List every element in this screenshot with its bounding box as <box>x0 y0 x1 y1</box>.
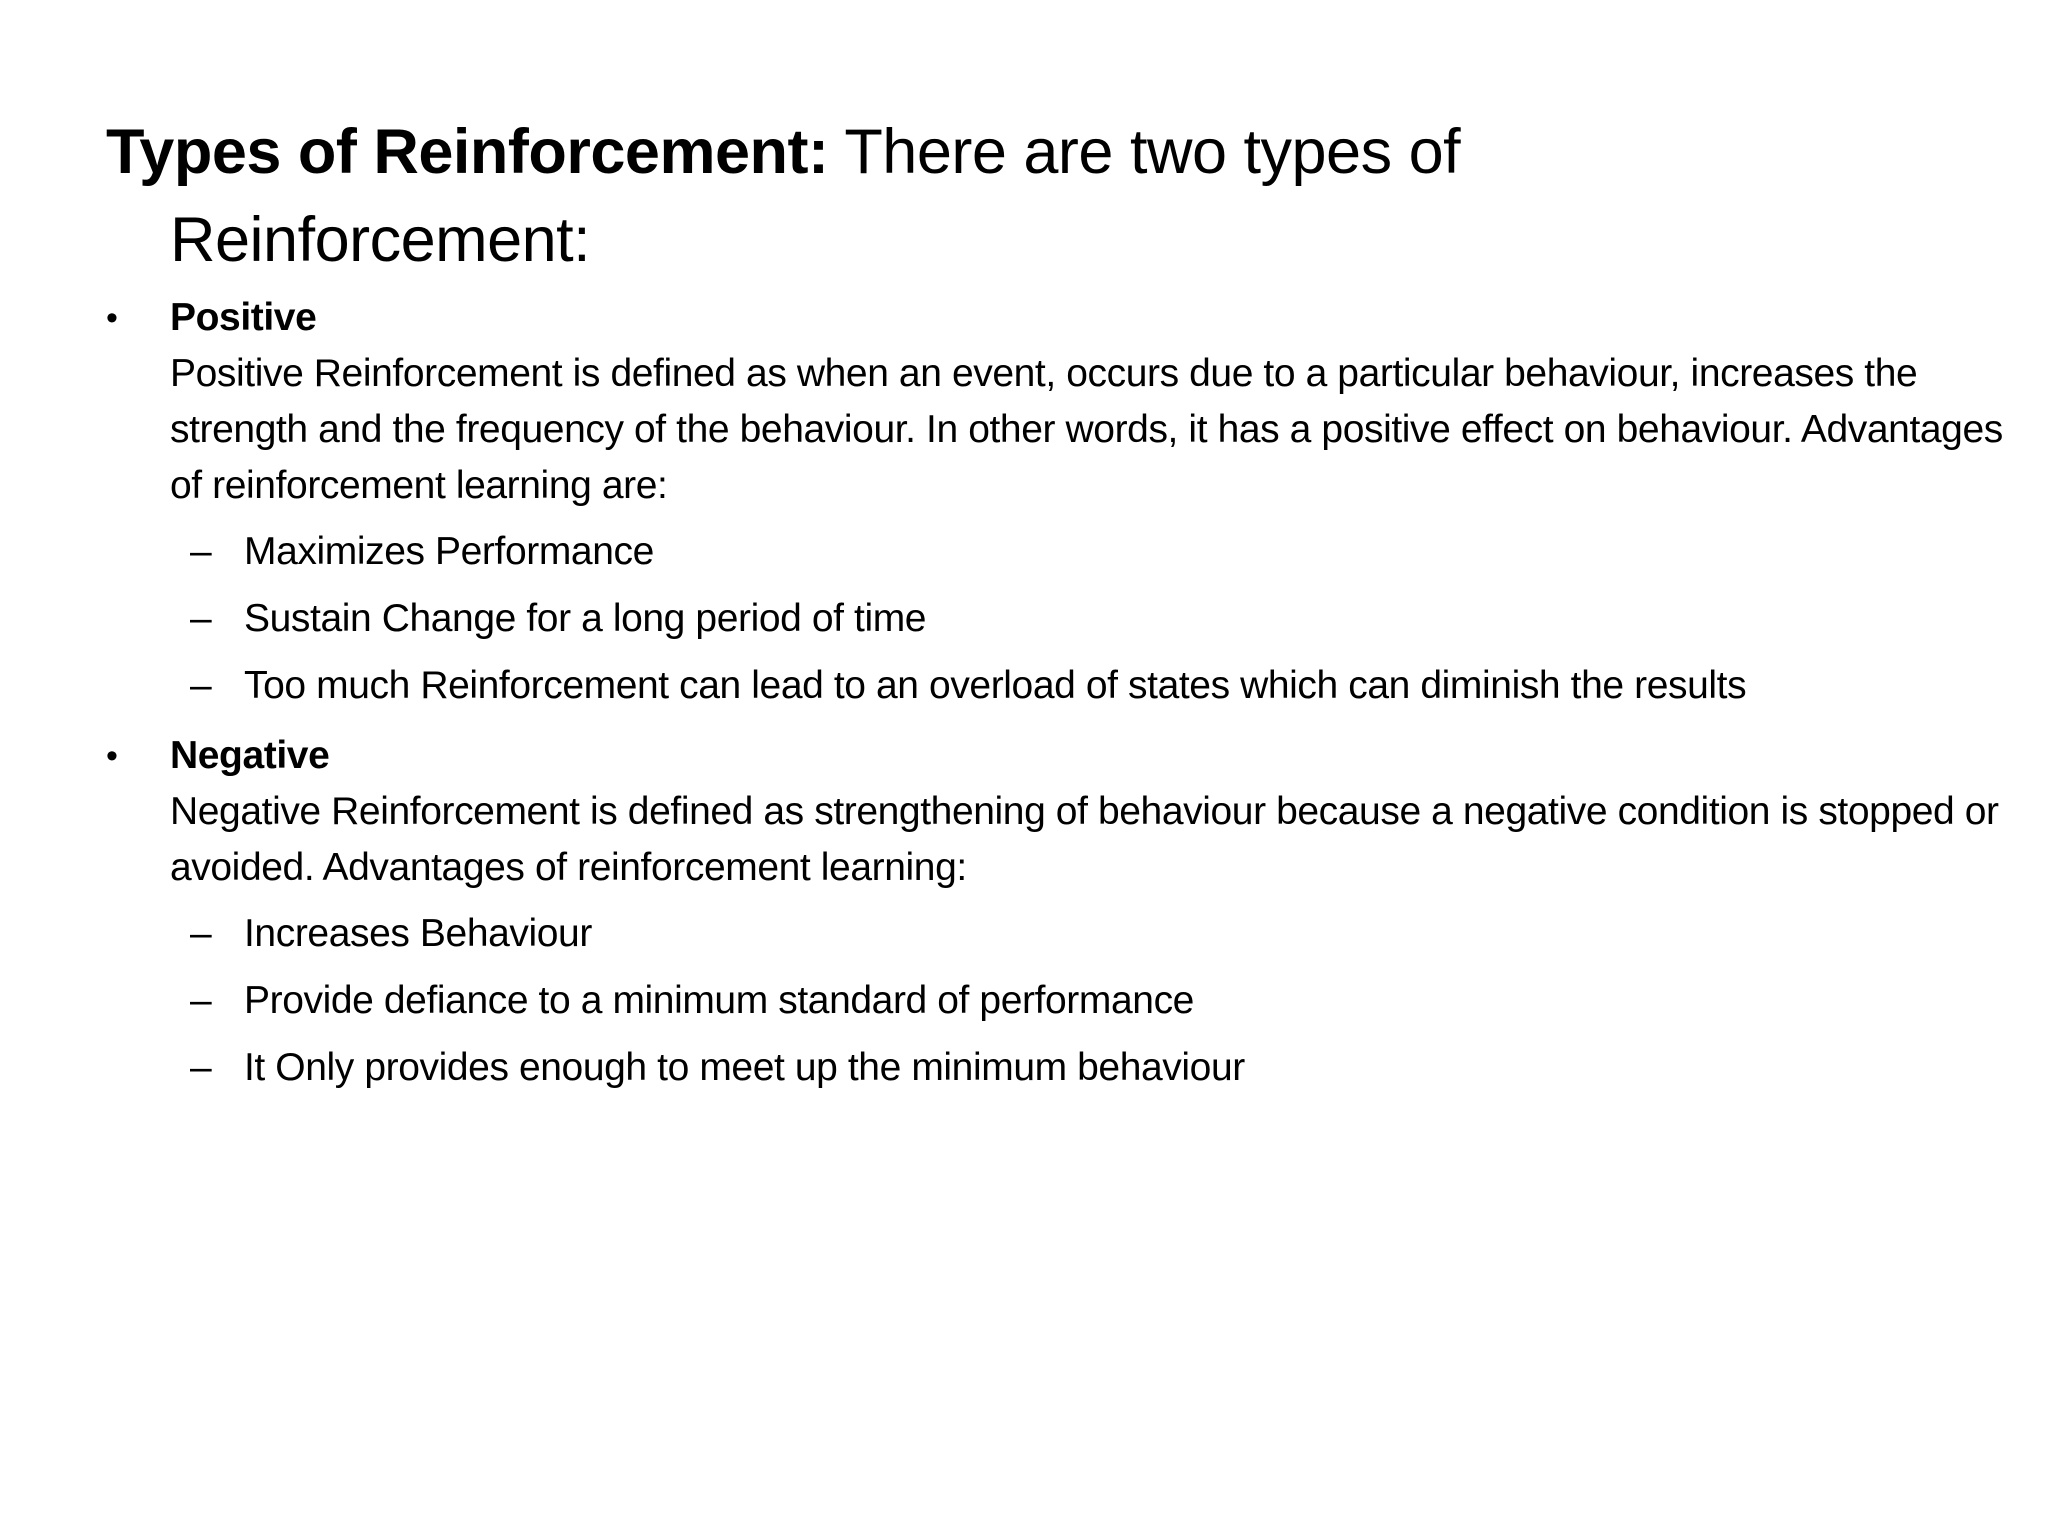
dash-marker: – <box>190 912 212 955</box>
bullet-marker: • <box>106 737 118 775</box>
dash-marker: – <box>190 1046 212 1089</box>
slide-body <box>106 290 2006 1096</box>
sub-item <box>170 906 2006 962</box>
bullet-heading-positive: Positive <box>170 296 317 339</box>
sub-item <box>170 524 2006 580</box>
title-line-2: Reinforcement: <box>170 205 591 275</box>
dash-marker: – <box>190 664 212 707</box>
sub-item-text: Too much Reinforcement can lead to an overload of states which can diminish the results <box>244 664 1747 707</box>
bullet-negative <box>106 728 2006 1096</box>
sub-item <box>170 658 2006 714</box>
bullet-description-positive: Positive Reinforcement is defined as when an event, occurs due to a particular behaviour, increases the strength and the frequency of the behaviour. In other words, it has a positive effect on behaviour. Advantages of reinforcement learning are: <box>170 352 2003 507</box>
bullet-marker: • <box>106 299 118 337</box>
sub-item-text: Maximizes Performance <box>244 530 654 573</box>
sub-list-negative <box>170 906 2006 1096</box>
sub-item <box>170 591 2006 647</box>
bullet-positive <box>106 290 2006 714</box>
dash-marker: – <box>190 979 212 1022</box>
sub-item-text: Increases Behaviour <box>244 912 592 955</box>
sub-item-text: It Only provides enough to meet up the minimum behaviour <box>244 1046 1245 1089</box>
dash-marker: – <box>190 597 212 640</box>
slide-title <box>106 108 1986 284</box>
title-bold-text: Types of Reinforcement: <box>106 117 829 187</box>
bullet-description-negative: Negative Reinforcement is defined as strengthening of behaviour because a negative condition is stopped or avoided. Advantages of reinforcement learning: <box>170 790 1999 889</box>
dash-marker: – <box>190 530 212 573</box>
bullet-heading-negative: Negative <box>170 734 330 777</box>
sub-item <box>170 973 2006 1029</box>
title-line-1 <box>106 108 1986 196</box>
sub-item <box>170 1040 2006 1096</box>
sub-list-positive <box>170 524 2006 714</box>
sub-item-text: Sustain Change for a long period of time <box>244 597 927 640</box>
sub-item-text: Provide defiance to a minimum standard of performance <box>244 979 1194 1022</box>
title-regular-text: There are two types of <box>828 117 1461 187</box>
